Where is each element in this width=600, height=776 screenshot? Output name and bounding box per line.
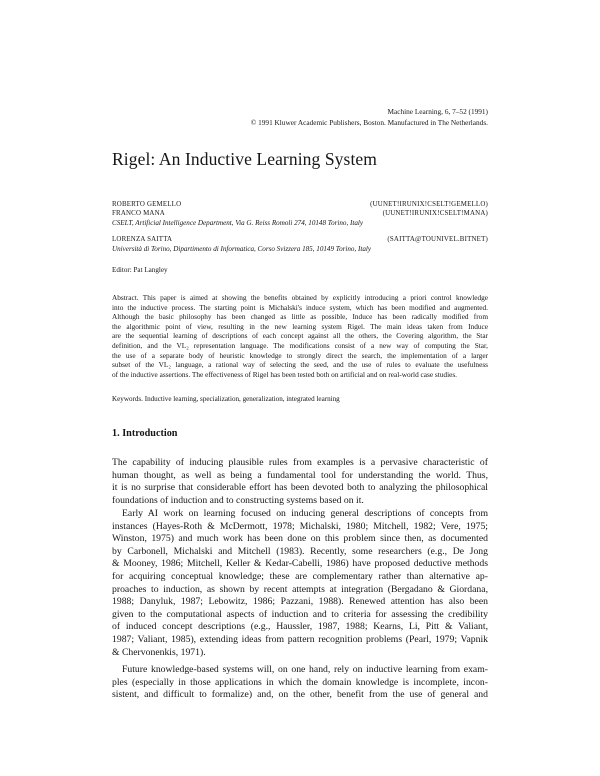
paragraph-1	[112, 457, 488, 507]
affiliation: CSELT, Artificial Intelligence Department, Via G. Reiss Romoli 274, 10148 Torino, Italy	[112, 219, 364, 227]
text-line: Winston, 1975) and much work has been done on this problem since then, as documented	[112, 533, 488, 545]
author-email: (SAITTA@TOUNIVEL.BITNET)	[387, 236, 488, 243]
abstract-line: are the sequential learning of descriptions of each concept against all the others, the Covering algorithm, the Star	[112, 331, 488, 341]
editor-line: Editor: Pat Langley	[112, 266, 168, 274]
abstract-line: the use of a separate body of heuristic knowledge to strongly direct the search, the implementation of a larger	[112, 350, 488, 360]
text-line: it is no surprise that considerable effort has been devoted both to analyzing the philosophical	[112, 482, 488, 494]
text-line: & Chervonenkis, 1971).	[112, 646, 206, 658]
paragraph-3	[112, 664, 488, 702]
paper-title: Rigel: An Inductive Learning System	[112, 149, 377, 169]
paragraph-2	[112, 508, 488, 659]
text-line: human thought, as well as being a fundamental tool for understanding the world. Thus,	[112, 469, 488, 481]
author-email: (UUNET!IRUNIX!CSELT!MANA)	[382, 210, 488, 217]
text-line: Future knowledge-based systems will, on one hand, rely on inductive learning from exam-	[122, 664, 488, 675]
text-line: by Carbonell, Michalski and Mitchell (1983). Recently, some researchers (e.g., De Jong	[112, 545, 488, 557]
copyright-line: © 1991 Kluwer Academic Publishers, Boston. Manufactured in The Netherlands.	[250, 118, 488, 127]
abstract-line: into the inductive process. The starting point is Michalski's induce system, which has been modified and augmented.	[112, 302, 488, 312]
abstract-line: Although the basic philosophy has been changed as little as possible, Induce has been radically modified from	[112, 312, 488, 322]
abstract-line: the algorithmic point of view, resulting in the new learning system Rigel. The main ideas taken from Induce	[112, 321, 488, 331]
text-line: 1987; Valiant, 1985), extending ideas from pattern recognition problems (Pearl, 1979; Vapnik	[112, 633, 488, 645]
author-email: (UUNET!IRUNIX!CSELT!GEMELLO)	[370, 201, 488, 208]
affiliation: Università di Torino, Dipartimento di Informatica, Corso Svizzera 185, 10149 Torino, Italy	[112, 245, 372, 253]
author-name: FRANCO MANA	[112, 210, 165, 217]
text-line: of induced concept descriptions (e.g., Haussler, 1987, 1988; Kearns, Li, Pitt & Valiant,	[112, 621, 488, 633]
section-heading: 1. Introduction	[112, 428, 178, 439]
text-line: & Mooney, 1986; Mitchell, Keller & Kedar-Cabelli, 1986) have proposed deductive methods	[112, 558, 488, 570]
abstract	[112, 293, 488, 379]
abstract-line: definition, and the VL₂ representation language. The modifications consist of a new way of computing the Star,	[112, 340, 488, 350]
text-line: proaches to induction, as shown by recent attempts at integration (Bergadano & Giordana,	[112, 583, 488, 595]
author-name: ROBERTO GEMELLO	[112, 201, 182, 208]
author-name: LORENZA SAITTA	[112, 236, 173, 243]
keywords: Keywords. Inductive learning, specialization, generalization, integrated learning	[112, 395, 340, 403]
text-line: given to the computational aspects of induction and to criteria for assessing the credibility	[112, 608, 488, 620]
abstract-line: of the inductive assertions. The effectiveness of Rigel has been tested both on artificial and on real-world case studies.	[112, 369, 458, 379]
abstract-line: subset of the VL₂ language, a rational way of selecting the seed, and the use of rules to evaluate the usefulness	[112, 360, 488, 370]
abstract-line: Abstract. This paper is aimed at showing the benefits obtained by explicitly introducing a priori control knowledge	[112, 293, 488, 302]
text-line: Early AI work on learning focused on inducing general descriptions of concepts from	[122, 508, 488, 519]
text-line: 1988; Danyluk, 1987; Lebowitz, 1986; Pazzani, 1988). Renewed attention has also been	[112, 596, 488, 608]
text-line: for acquiring conceptual knowledge; these are complementary rather than alternative ap-	[112, 570, 488, 582]
text-line: The capability of inducing plausible rules from examples is a pervasive characteristic of	[112, 457, 488, 468]
text-line: instances (Hayes-Roth & McDermott, 1978; Michalski, 1980; Mitchell, 1982; Vere, 1975;	[112, 520, 488, 532]
text-line: foundations of induction and to constructing systems based on it.	[112, 494, 364, 506]
journal-citation: Machine Learning, 6, 7–52 (1991)	[387, 107, 488, 116]
text-line: ples (especially in those applications in which the domain knowledge is incomplete, incon-	[112, 676, 488, 688]
text-line: sistent, and difficult to formalize) and, on the other, benefit from the use of general and	[112, 689, 488, 701]
